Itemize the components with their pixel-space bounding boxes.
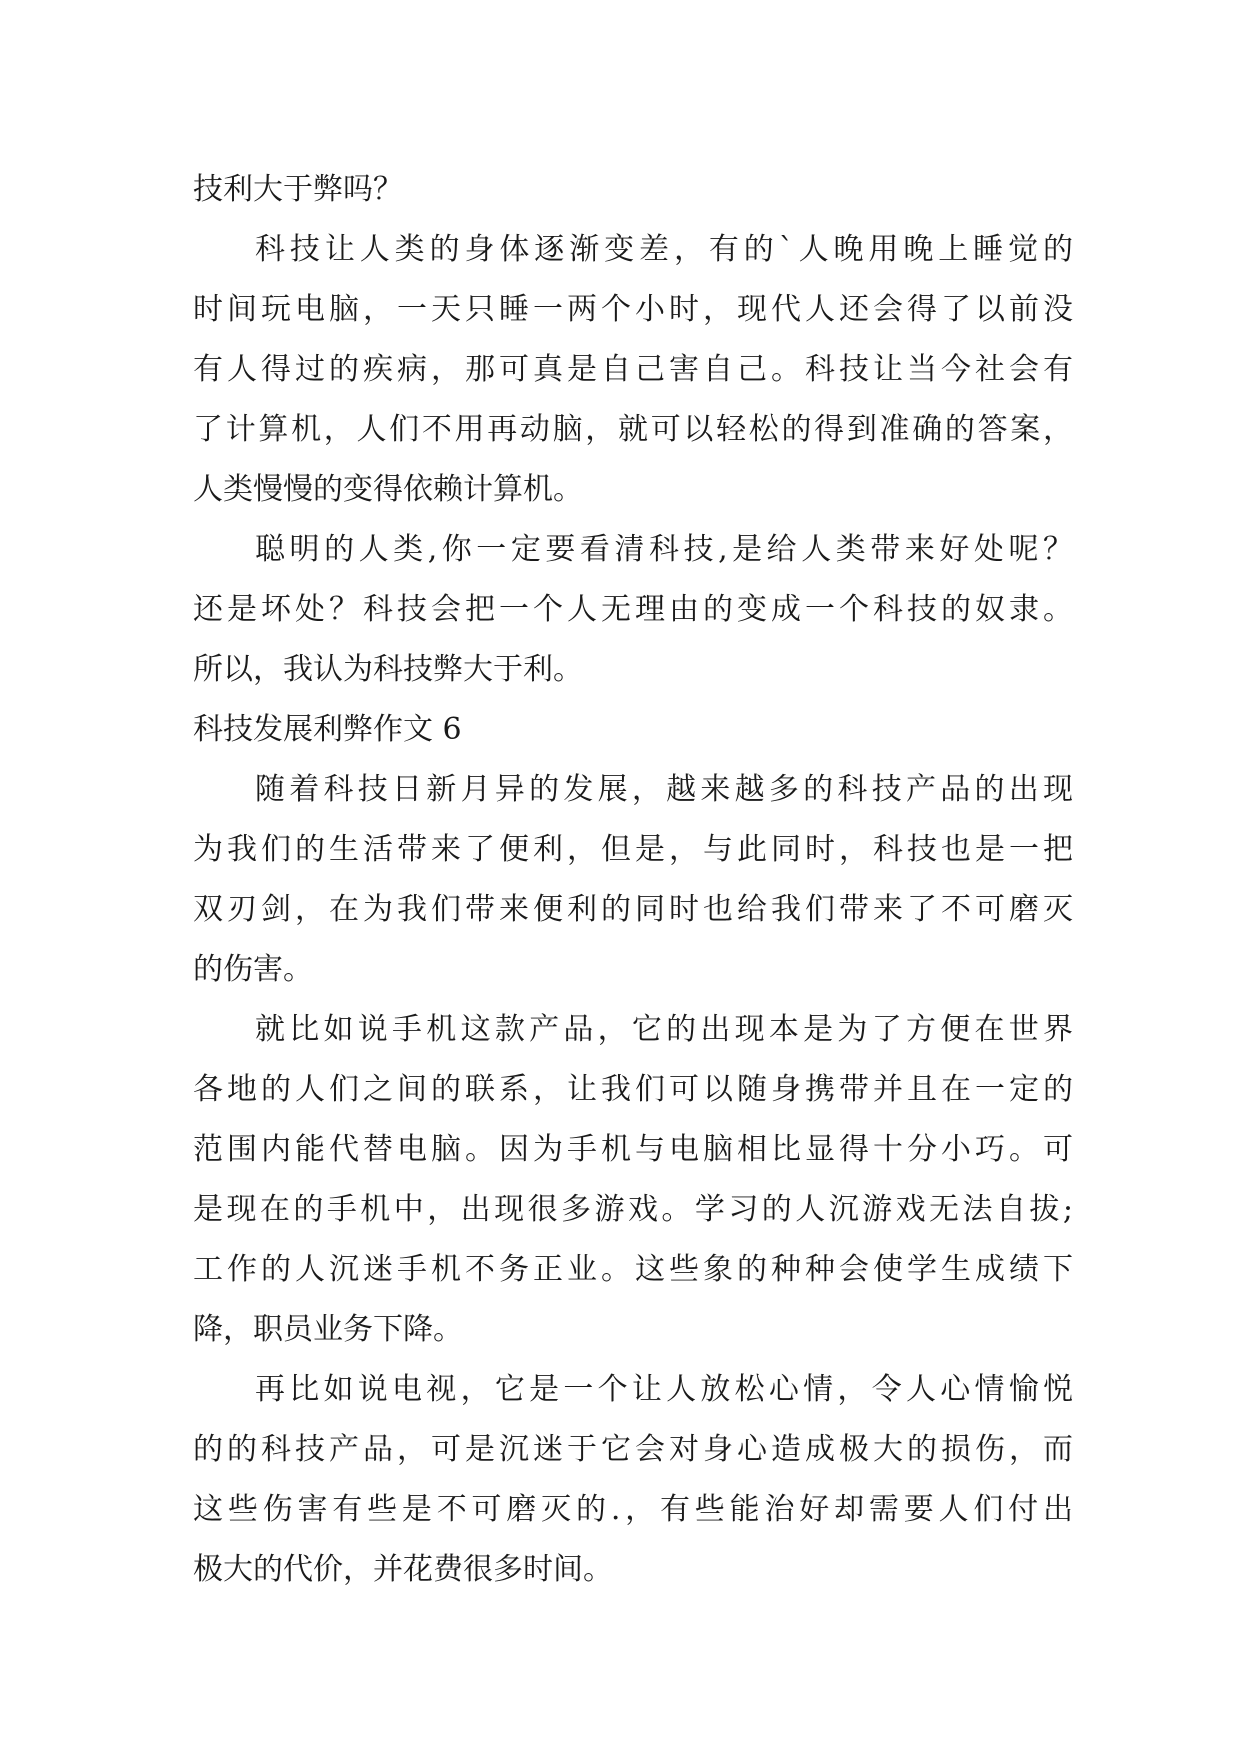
text-line: 时间玩电脑，一天只睡一两个小时，现代人还会得了以前没	[193, 292, 1073, 327]
text-line: 双刃剑，在为我们带来便利的同时也给我们带来了不可磨灭	[193, 892, 1073, 927]
paragraph-first-line: 随着科技日新月异的发展，越来越多的科技产品的出现	[255, 772, 1073, 807]
text-line: 极大的代价，并花费很多时间。	[193, 1552, 613, 1587]
text-line: 工作的人沉迷手机不务正业。这些象的种种会使学生成绩下	[193, 1252, 1073, 1287]
text-line: 是现在的手机中，出现很多游戏。学习的人沉游戏无法自拔;	[193, 1192, 1073, 1227]
text-line: 这些伤害有些是不可磨灭的.，有些能治好却需要人们付出	[193, 1492, 1073, 1527]
text-line: 降，职员业务下降。	[193, 1312, 463, 1347]
text-line: 有人得过的疾病，那可真是自己害自己。科技让当今社会有	[193, 352, 1073, 387]
section-heading: 科技发展利弊作文 6	[193, 712, 462, 747]
text-line: 范围内能代替电脑。因为手机与电脑相比显得十分小巧。可	[193, 1132, 1073, 1167]
document-body	[193, 160, 1073, 1600]
paragraph-first-line: 再比如说电视，它是一个让人放松心情，令人心情愉悦	[255, 1372, 1073, 1407]
text-line: 的的科技产品，可是沉迷于它会对身心造成极大的损伤，而	[193, 1432, 1073, 1467]
text-line: 人类慢慢的变得依赖计算机。	[193, 472, 583, 507]
paragraph-first-line: 聪明的人类,你一定要看清科技,是给人类带来好处呢？	[255, 532, 1073, 567]
text-line: 了计算机，人们不用再动脑，就可以轻松的得到准确的答案，	[193, 412, 1073, 447]
text-line: 技利大于弊吗？	[193, 172, 403, 207]
text-line: 所以，我认为科技弊大于利。	[193, 652, 583, 687]
text-line: 各地的人们之间的联系，让我们可以随身携带并且在一定的	[193, 1072, 1073, 1107]
text-line: 的伤害。	[193, 952, 313, 987]
text-line: 为我们的生活带来了便利，但是，与此同时，科技也是一把	[193, 832, 1073, 867]
text-line: 还是坏处？科技会把一个人无理由的变成一个科技的奴隶。	[193, 592, 1073, 627]
paragraph-first-line: 科技让人类的身体逐渐变差，有的`人晚用晚上睡觉的	[255, 232, 1073, 267]
paragraph-first-line: 就比如说手机这款产品，它的出现本是为了方便在世界	[255, 1012, 1073, 1047]
